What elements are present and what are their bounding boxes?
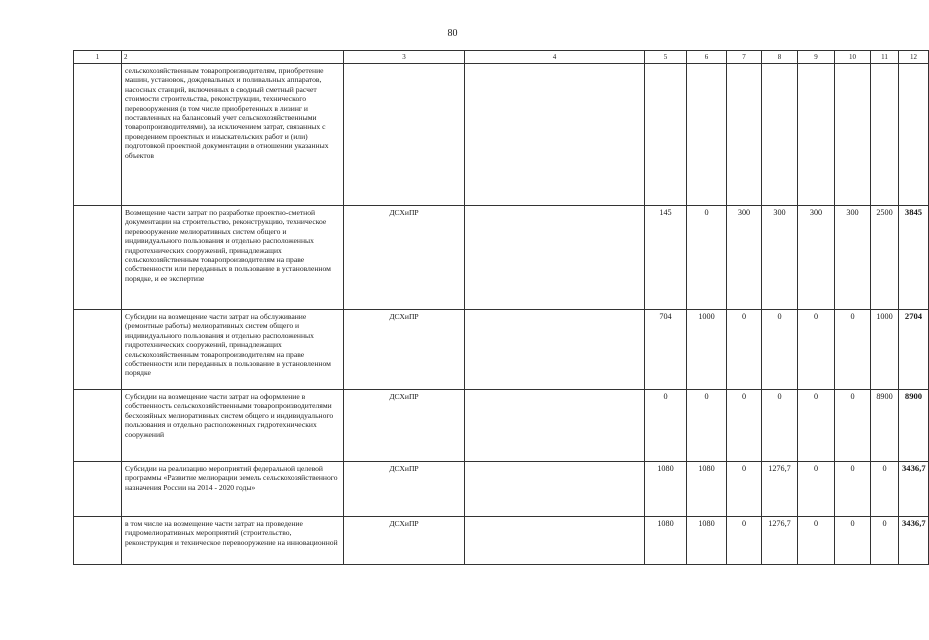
- executor-cell: ДСХиПР: [344, 462, 465, 517]
- table-row: [74, 462, 929, 517]
- value-cell: 0: [835, 310, 871, 390]
- header-cell: 12: [899, 51, 929, 64]
- value-cell: 1080: [645, 462, 687, 517]
- value-cell: 0: [727, 462, 762, 517]
- table-row: [74, 390, 929, 462]
- value-cell: 0: [762, 390, 798, 462]
- value-cell: [727, 64, 762, 206]
- row-number-cell: [74, 206, 122, 310]
- value-cell: [871, 64, 899, 206]
- value-cell: 300: [727, 206, 762, 310]
- total-cell: 2704: [899, 310, 929, 390]
- row-number-cell: [74, 462, 122, 517]
- value-cell: 704: [645, 310, 687, 390]
- header-cell: 7: [727, 51, 762, 64]
- value-cell: 0: [798, 517, 835, 565]
- value-cell: 1276,7: [762, 462, 798, 517]
- header-cell: 5: [645, 51, 687, 64]
- row-number-cell: [74, 390, 122, 462]
- description-cell: сельскохозяйственным товаропроизводителям, приобретение машин, установок, дождевальных и поливальных аппаратов, насосных станций, включенных в сводный сметный расчет стоимости строительства, реконструкции, технического перевооружения (в том числе приобретенных в лизинг и поставленных на балансовый учет сельскохозяйственными товаропроизводителями), за исключением затрат, связанных с проведением проектных и изыскательских работ и (или) подготовкой проектной документации в отношении указанных объектов: [122, 64, 344, 206]
- value-cell: 0: [798, 310, 835, 390]
- value-cell: 1080: [687, 462, 727, 517]
- value-cell: 0: [835, 462, 871, 517]
- total-cell: [899, 64, 929, 206]
- column-4-cell: [465, 390, 645, 462]
- value-cell: 2500: [871, 206, 899, 310]
- column-4-cell: [465, 310, 645, 390]
- total-cell: 3845: [899, 206, 929, 310]
- value-cell: 300: [835, 206, 871, 310]
- page-number: 80: [447, 28, 458, 39]
- header-cell: 11: [871, 51, 899, 64]
- value-cell: 145: [645, 206, 687, 310]
- header-cell: 9: [798, 51, 835, 64]
- value-cell: 300: [762, 206, 798, 310]
- executor-cell: ДСХиПР: [344, 517, 465, 565]
- value-cell: 8900: [871, 390, 899, 462]
- value-cell: [687, 64, 727, 206]
- description-cell: Субсидии на возмещение части затрат на обслуживание (ремонтные работы) мелиоративных систем общего и индивидуального пользования и отдельно расположенных гидротехнических сооружений, принадлежащих сельскохозяйственным товаропроизводителям на праве собственности или переданных в пользование в установленном порядке: [122, 310, 344, 390]
- value-cell: 1080: [645, 517, 687, 565]
- total-cell: 3436,7: [899, 462, 929, 517]
- value-cell: 0: [727, 517, 762, 565]
- table-row: [74, 517, 929, 565]
- value-cell: [645, 64, 687, 206]
- description-cell: Субсидии на реализацию мероприятий федеральной целевой программы «Развитие мелиорации земель сельскохозяйственного назначения России на 2014 - 2020 годы»: [122, 462, 344, 517]
- header-cell: 8: [762, 51, 798, 64]
- description-cell: Субсидии на возмещение части затрат на оформление в собственность сельскохозяйственными товаропроизводителями бесхозяйных мелиоративных систем общего и индивидуального пользования и отдельно расположенных гидротехнических сооружений: [122, 390, 344, 462]
- row-number-cell: [74, 310, 122, 390]
- value-cell: 0: [727, 390, 762, 462]
- header-cell: 2: [122, 51, 344, 64]
- value-cell: 0: [871, 517, 899, 565]
- header-cell: 6: [687, 51, 727, 64]
- value-cell: 0: [762, 310, 798, 390]
- header-cell: 4: [465, 51, 645, 64]
- value-cell: 0: [798, 390, 835, 462]
- table-row: [74, 206, 929, 310]
- column-4-cell: [465, 517, 645, 565]
- total-cell: 3436,7: [899, 517, 929, 565]
- header-row: [74, 51, 929, 64]
- value-cell: 0: [645, 390, 687, 462]
- value-cell: 300: [798, 206, 835, 310]
- header-cell: 1: [74, 51, 122, 64]
- value-cell: 0: [871, 462, 899, 517]
- executor-cell: ДСХиПР: [344, 390, 465, 462]
- total-cell: 8900: [899, 390, 929, 462]
- header-cell: 10: [835, 51, 871, 64]
- value-cell: 1276,7: [762, 517, 798, 565]
- value-cell: 1080: [687, 517, 727, 565]
- executor-cell: ДСХиПР: [344, 310, 465, 390]
- description-cell: Возмещение части затрат по разработке проектно-сметной документации на строительство, реконструкцию, техническое перевооружение мелиоративных систем общего и индивидуального пользования и отдельно расположенных гидротехнических сооружений, принадлежащих сельскохозяйственным товаропроизводителям на праве собственности или переданных в пользование в установленном порядке, и ее экспертизе: [122, 206, 344, 310]
- column-4-cell: [465, 462, 645, 517]
- value-cell: 0: [727, 310, 762, 390]
- executor-cell: ДСХиПР: [344, 206, 465, 310]
- value-cell: [762, 64, 798, 206]
- value-cell: 0: [798, 462, 835, 517]
- value-cell: 0: [835, 517, 871, 565]
- executor-cell: [344, 64, 465, 206]
- value-cell: [798, 64, 835, 206]
- value-cell: 0: [687, 206, 727, 310]
- data-table: [73, 50, 929, 565]
- value-cell: [835, 64, 871, 206]
- column-4-cell: [465, 206, 645, 310]
- value-cell: 0: [687, 390, 727, 462]
- row-number-cell: [74, 517, 122, 565]
- column-4-cell: [465, 64, 645, 206]
- description-cell: в том числе на возмещение части затрат на проведение гидромелиоративных мероприятий (строительство, реконструкция и техническое перевооружение на инновационной: [122, 517, 344, 565]
- table-row: [74, 310, 929, 390]
- table-row: [74, 64, 929, 206]
- value-cell: 0: [835, 390, 871, 462]
- header-cell: 3: [344, 51, 465, 64]
- value-cell: 1000: [871, 310, 899, 390]
- value-cell: 1000: [687, 310, 727, 390]
- row-number-cell: [74, 64, 122, 206]
